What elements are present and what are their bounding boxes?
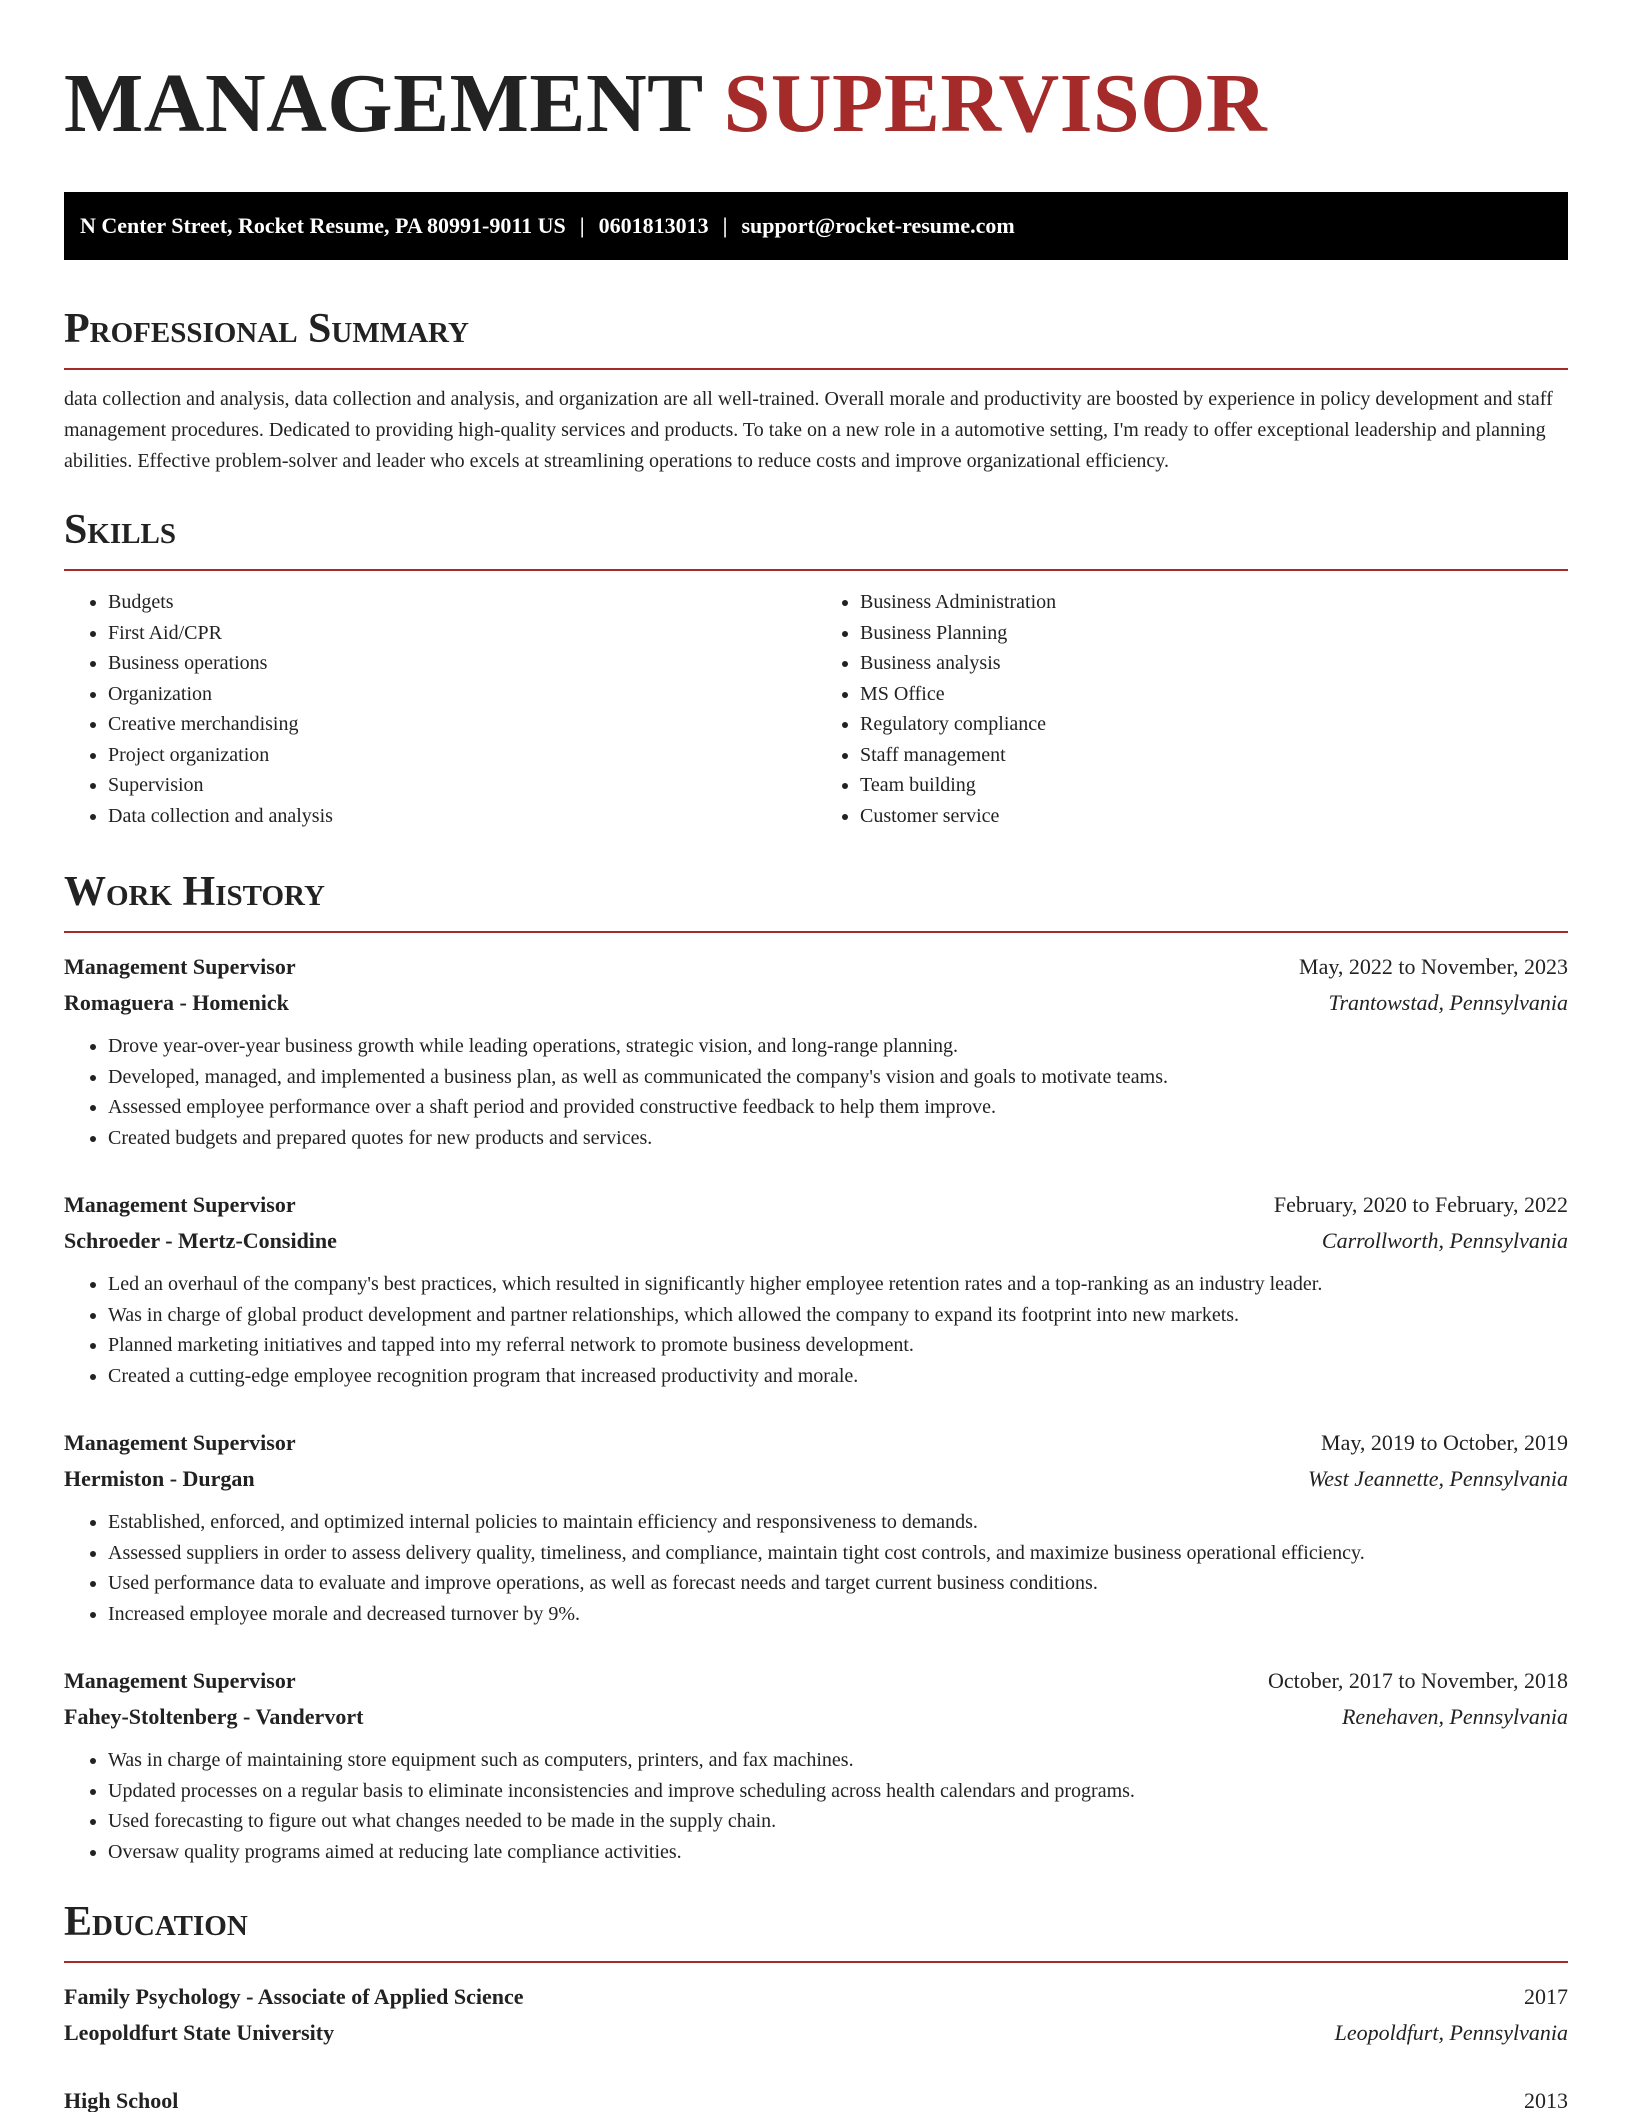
job-title-row <box>64 1663 1568 1699</box>
contact-separator: | <box>579 213 585 238</box>
contact-phone: 0601813013 <box>598 213 709 238</box>
summary-text: data collection and analysis, data collection and analysis, and organization are all well-trained. Overall morale and productivity are boosted by experience in policy development and staff management procedures. Dedicated to providing high-quality services and products. To take on a new role in a automotive setting, I'm ready to offer exceptional leadership and planning abilities. Effective problem-solver and leader who excels at streamlining operations to reduce costs and improve organizational efficiency. <box>64 388 1553 472</box>
job-dates: February, 2020 to February, 2022 <box>1273 1192 1568 1217</box>
skills-column-left <box>64 587 816 831</box>
job-location: West Jeannette, Pennsylvania <box>1307 1466 1568 1491</box>
job-title-row <box>64 1187 1568 1223</box>
job-entry <box>64 1425 1568 1629</box>
summary-heading: Professional Summary <box>64 304 1568 370</box>
job-dates: May, 2019 to October, 2019 <box>1321 1430 1568 1455</box>
skill-item: • Customer service <box>860 801 1568 832</box>
contact-bar <box>64 192 1568 260</box>
skill-item: • Business Administration <box>860 587 1568 618</box>
job-company: Fahey-Stoltenberg - Vandervort <box>64 1704 364 1729</box>
resume-name <box>64 58 1568 150</box>
education-year: 2013 <box>1524 2088 1568 2112</box>
education-location: Leopoldfurt, Pennsylvania <box>1334 2020 1568 2045</box>
contact-email[interactable]: support@rocket-resume.com <box>741 213 1015 238</box>
contact-separator: | <box>722 213 728 238</box>
skill-item: • First Aid/CPR <box>108 618 816 649</box>
job-bullet: • Established, enforced, and optimized internal policies to maintain efficiency and responsiveness to demands. <box>108 1507 1568 1538</box>
job-bullets <box>64 1269 1568 1391</box>
skill-item: • Budgets <box>108 587 816 618</box>
job-bullet: • Was in charge of global product development and partner relationships, which allowed the company to expand its footprint into new markets. <box>108 1300 1568 1331</box>
education-entry <box>64 2083 1568 2112</box>
job-title: Management Supervisor <box>64 1668 296 1693</box>
job-company: Romaguera - Homenick <box>64 990 289 1015</box>
skill-item: • Staff management <box>860 740 1568 771</box>
education-year: 2017 <box>1524 1984 1568 2009</box>
job-location: Trantowstad, Pennsylvania <box>1328 990 1568 1015</box>
job-company-row <box>64 985 1568 1021</box>
summary-section <box>64 304 1568 477</box>
job-bullets <box>64 1745 1568 1867</box>
job-location: Carrollworth, Pennsylvania <box>1321 1228 1568 1253</box>
job-company-row <box>64 1699 1568 1735</box>
skill-item: • Creative merchandising <box>108 709 816 740</box>
skill-item: • Business analysis <box>860 648 1568 679</box>
job-location: Renehaven, Pennsylvania <box>1341 1704 1568 1729</box>
name-last: SUPERVISOR <box>723 57 1268 150</box>
skill-item: • Organization <box>108 679 816 710</box>
skill-item: • Business operations <box>108 648 816 679</box>
education-degree: High School <box>64 2088 179 2112</box>
job-title: Management Supervisor <box>64 1192 296 1217</box>
education-heading: Education <box>64 1897 1568 1963</box>
job-entry <box>64 1187 1568 1391</box>
job-dates: May, 2022 to November, 2023 <box>1299 954 1568 979</box>
contact-address: N Center Street, Rocket Resume, PA 80991-9011 US <box>80 213 566 238</box>
skill-item: • MS Office <box>860 679 1568 710</box>
job-bullet: • Led an overhaul of the company's best practices, which resulted in significantly higher employee retention rates and a top-ranking as an industry leader. <box>108 1269 1568 1300</box>
job-company: Schroeder - Mertz-Considine <box>64 1228 337 1253</box>
education-degree-row <box>64 2083 1568 2112</box>
education-school-row <box>64 2015 1568 2051</box>
job-bullet: • Oversaw quality programs aimed at reducing late compliance activities. <box>108 1837 1568 1868</box>
job-bullets <box>64 1507 1568 1629</box>
skill-item: • Regulatory compliance <box>860 709 1568 740</box>
job-title: Management Supervisor <box>64 1430 296 1455</box>
job-bullet: • Used forecasting to figure out what changes needed to be made in the supply chain. <box>108 1806 1568 1837</box>
job-bullet: • Increased employee morale and decreased turnover by 9%. <box>108 1599 1568 1630</box>
job-entry <box>64 949 1568 1153</box>
skill-item: • Supervision <box>108 770 816 801</box>
job-bullets <box>64 1031 1568 1153</box>
job-entry <box>64 1663 1568 1867</box>
job-company-row <box>64 1223 1568 1259</box>
job-title-row <box>64 949 1568 985</box>
job-company: Hermiston - Durgan <box>64 1466 255 1491</box>
education-section <box>64 1897 1568 2112</box>
education-school: Leopoldfurt State University <box>64 2020 335 2045</box>
education-degree-row <box>64 1979 1568 2015</box>
name-first: MANAGEMENT <box>64 57 703 150</box>
skills-column-right <box>816 587 1568 831</box>
job-company-row <box>64 1461 1568 1497</box>
skills-grid <box>64 587 1568 831</box>
job-bullet: • Planned marketing initiatives and tapped into my referral network to promote business development. <box>108 1330 1568 1361</box>
job-bullet: • Assessed suppliers in order to assess delivery quality, timeliness, and compliance, maintain tight cost controls, and maximize business operational efficiency. <box>108 1538 1568 1569</box>
skill-item: • Team building <box>860 770 1568 801</box>
work-history-heading: Work History <box>64 867 1568 933</box>
job-bullet: • Created budgets and prepared quotes for new products and services. <box>108 1123 1568 1154</box>
job-title: Management Supervisor <box>64 954 296 979</box>
skills-section <box>64 505 1568 831</box>
skills-heading: Skills <box>64 505 1568 571</box>
skill-item: • Project organization <box>108 740 816 771</box>
job-bullet: • Updated processes on a regular basis to eliminate inconsistencies and improve scheduling across health calendars and programs. <box>108 1776 1568 1807</box>
job-bullet: • Used performance data to evaluate and improve operations, as well as forecast needs and target current business conditions. <box>108 1568 1568 1599</box>
job-bullet: • Was in charge of maintaining store equipment such as computers, printers, and fax machines. <box>108 1745 1568 1776</box>
education-degree: Family Psychology - Associate of Applied Science <box>64 1984 524 2009</box>
skill-item: • Business Planning <box>860 618 1568 649</box>
job-title-row <box>64 1425 1568 1461</box>
job-bullet: • Developed, managed, and implemented a business plan, as well as communicated the company's vision and goals to motivate teams. <box>108 1062 1568 1093</box>
job-bullet: • Created a cutting-edge employee recognition program that increased productivity and morale. <box>108 1361 1568 1392</box>
job-dates: October, 2017 to November, 2018 <box>1267 1668 1568 1693</box>
job-bullet: • Assessed employee performance over a shaft period and provided constructive feedback to help them improve. <box>108 1092 1568 1123</box>
skill-item: • Data collection and analysis <box>108 801 816 832</box>
education-entry <box>64 1979 1568 2051</box>
work-history-section <box>64 867 1568 1867</box>
job-bullet: • Drove year-over-year business growth while leading operations, strategic vision, and long-range planning. <box>108 1031 1568 1062</box>
